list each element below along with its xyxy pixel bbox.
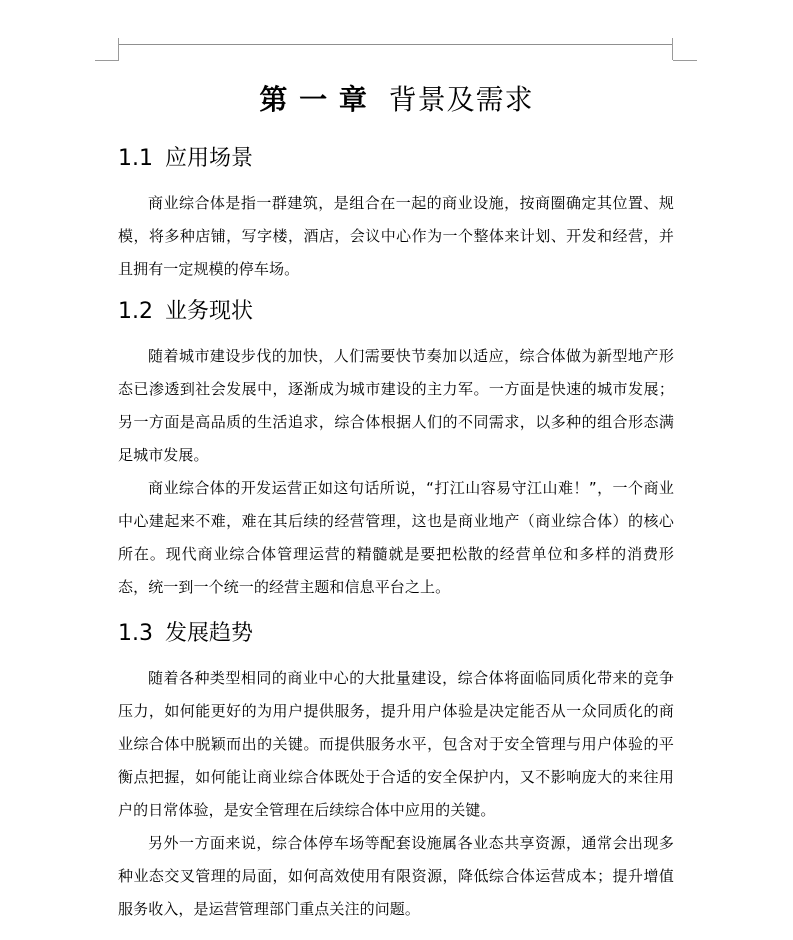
section-number: 1.1	[118, 146, 153, 171]
paragraph: 另外一方面来说，综合体停车场等配套设施属各业态共享资源，通常会出现多种业态交叉管理的局面，如何高效使用有限资源，降低综合体运营成本；提升增值服务收入，是运营管理部门重点关注的问题。	[118, 834, 674, 918]
chapter-number: 第 一 章	[259, 83, 368, 116]
paragraph: 商业综合体是指一群建筑，是组合在一起的商业设施，按商圈确定其位置、规模，将多种店铺，写字楼，酒店，会议中心作为一个整体来计划、开发和经营，并且拥有一定规模的停车场。	[118, 194, 674, 278]
section-heading	[118, 143, 674, 175]
section-title: 业务现状	[165, 299, 254, 324]
corner-mark-right-v	[672, 38, 673, 60]
paragraph: 随着各种类型相同的商业中心的大批量建设，综合体将面临同质化带来的竞争压力，如何能更好的为用户提供服务，提升用户体验是决定能否从一众同质化的商业综合体中脱颖而出的关键。而提供服务水平，包含对于安全管理与用户体验的平衡点把握，如何能让商业综合体既处于合适的安全保护内，又不影响庞大的来往用户的日常体验，是安全管理在后续综合体中应用的关键。	[118, 669, 674, 819]
section-title: 应用场景	[165, 146, 254, 171]
corner-mark-right-h	[673, 60, 697, 61]
section-heading	[118, 618, 674, 650]
chapter-name: 背景及需求	[388, 83, 534, 116]
section-business-status	[118, 296, 674, 604]
section-number: 1.3	[118, 621, 153, 646]
section-application-scenario	[118, 143, 674, 286]
corner-mark-left-v	[118, 38, 119, 60]
header-line	[119, 44, 673, 45]
paragraph: 随着城市建设步伐的加快，人们需要快节奏加以适应，综合体做为新型地产形态已渗透到社会发展中，逐渐成为城市建设的主力军。一方面是快速的城市发展；另一方面是高品质的生活追求，综合体根据人们的不同需求，以多种的组合形态满足城市发展。	[118, 347, 674, 464]
section-title: 发展趋势	[165, 621, 254, 646]
paragraph: 商业综合体的开发运营正如这句话所说，“打江山容易守江山难！”，一个商业中心建起来不难，难在其后续的经营管理，这也是商业地产（商业综合体）的核心所在。现代商业综合体管理运营的精髓就是要把松散的经营单位和多样的消费形态，统一到一个统一的经营主题和信息平台之上。	[118, 479, 674, 596]
section-heading	[118, 296, 674, 328]
document-body	[118, 143, 674, 926]
section-development-trend	[118, 618, 674, 926]
section-number: 1.2	[118, 299, 153, 324]
corner-mark-left-h	[95, 60, 119, 61]
chapter-title	[0, 78, 793, 118]
